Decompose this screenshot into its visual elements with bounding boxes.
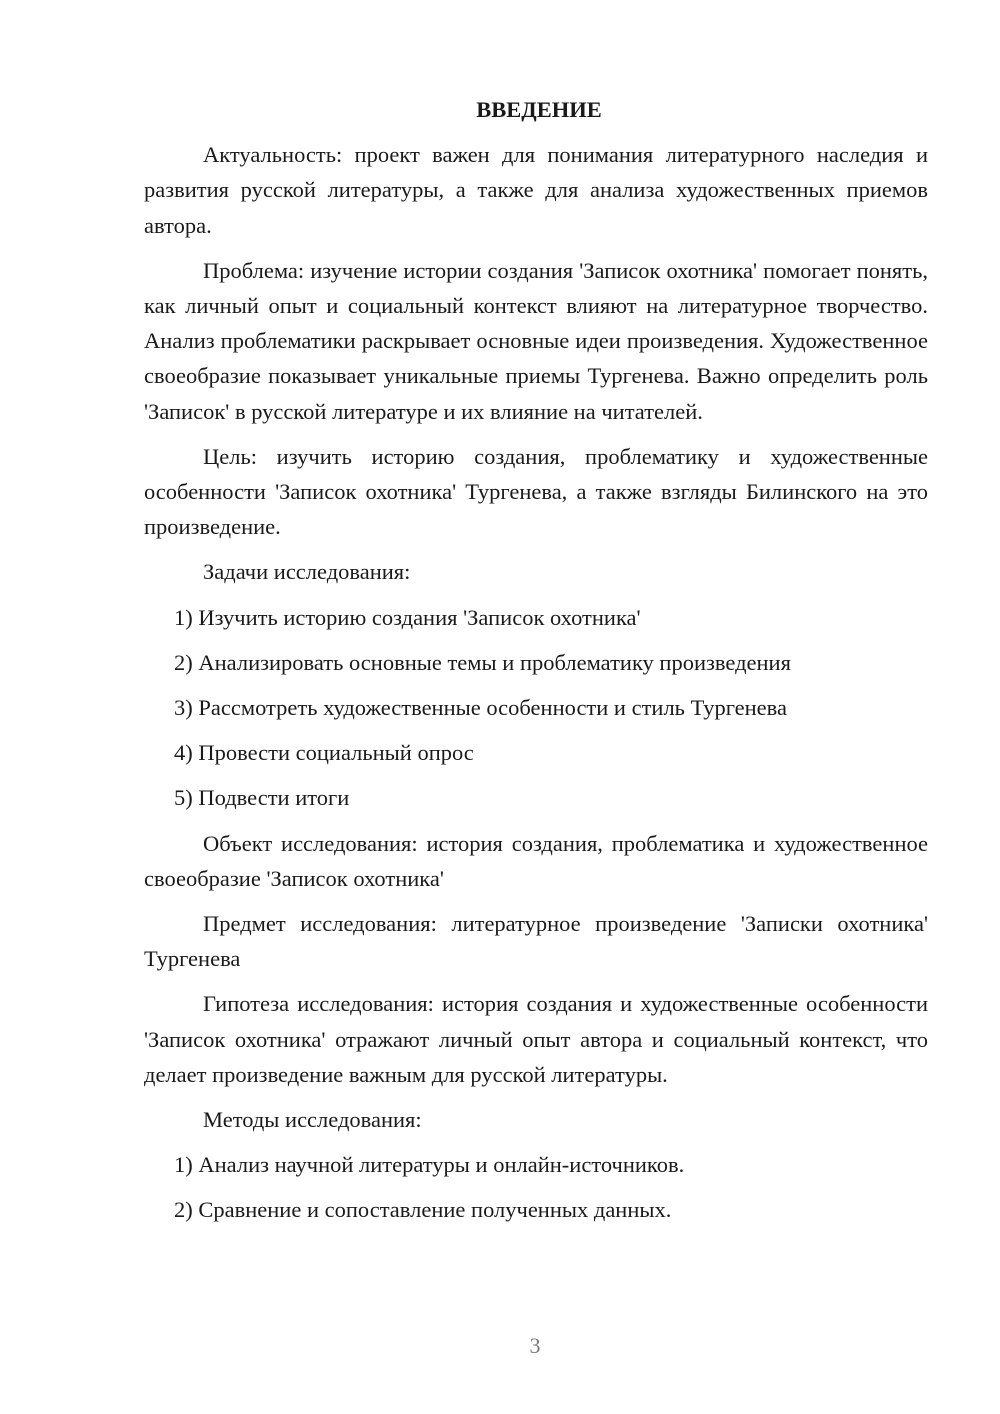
task-item: 1) Изучить историю создания 'Записок охотника' — [174, 604, 641, 630]
task-item: 5) Подвести итоги — [174, 785, 350, 811]
task-item: 3) Рассмотреть художественные особенности и стиль Тургенева — [174, 695, 787, 721]
hypothesis-paragraph: Гипотеза исследования: история создания и художественные особенности 'Записок охотника' отражают личный опыт автора и социальный контекст, что делает произведение важным для русской литературы. — [144, 991, 928, 1087]
method-item: 1) Анализ научной литературы и онлайн-источников. — [174, 1152, 685, 1178]
page-number: 3 — [529, 1333, 541, 1358]
task-item: 2) Анализировать основные темы и проблематику произведения — [174, 649, 791, 675]
problem-paragraph: Проблема: изучение истории создания 'Записок охотника' помогает понять, как личный опыт и социальный контекст влияют на литературное творчество. Анализ проблематики раскрывает основные идеи произведения. Художественное своеобразие показывает уникальные приемы Тургенева. Важно определить роль 'Записок' в русской литературе и их влияние на читателей. — [144, 257, 928, 424]
task-item: 4) Провести социальный опрос — [174, 740, 474, 766]
methods-heading: Методы исследования: — [203, 1107, 422, 1133]
section-title: ВВЕДЕНИЕ — [476, 97, 602, 122]
subject-paragraph: Предмет исследования: литературное произведение 'Записки охотника' Тургенева — [144, 911, 928, 972]
page-body — [144, 92, 928, 1238]
object-paragraph: Объект исследования: история создания, проблематика и художественное своеобразие 'Записок охотника' — [144, 830, 928, 891]
relevance-paragraph: Актуальность: проект важен для понимания литературного наследия и развития русской литературы, а также для анализа художественных приемов автора. — [144, 142, 928, 238]
method-item: 2) Сравнение и сопоставление полученных данных. — [174, 1197, 672, 1223]
tasks-heading: Задачи исследования: — [203, 559, 411, 585]
goal-paragraph: Цель: изучить историю создания, проблематику и художественные особенности 'Записок охотника' Тургенева, а также взгляды Билинского на это произведение. — [144, 443, 928, 540]
